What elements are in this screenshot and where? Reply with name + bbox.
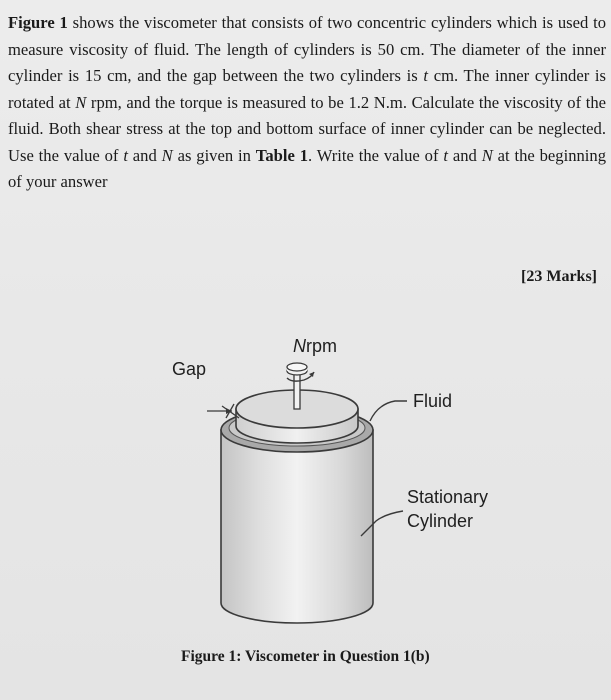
question-text: Figure 1 shows the viscometer that consists of two concentric cylinders which is used to measure viscosity of fluid. The length of cylinders is 50 cm. The diameter of the inner cylinder is 15 cm, and the gap between the two cylinders is t cm. The inner cylinder is rotated at N rpm, and the torque is measured to be 1.2 N.m. Calculate the viscosity of the fluid. Both shear stress at the top and bottom surface of inner cylinder can be neglected. Use the value of t and N as given in Table 1. Write the value of t and N at the beginning of your answer — [8, 13, 606, 191]
gap-label: Gap — [172, 359, 207, 379]
figure-caption: Figure 1: Viscometer in Question 1(b) — [181, 648, 430, 665]
cylinder-label: Cylinder — [407, 511, 474, 531]
rpm-label-unit: rpm — [306, 336, 337, 356]
stationary-label: Stationary — [407, 487, 489, 507]
fluid-pointer-line — [370, 401, 407, 421]
fluid-label: Fluid — [413, 391, 453, 411]
table-reference: Table 1 — [255, 145, 309, 165]
marks-label: [23 Marks] — [521, 268, 597, 285]
outer-cylinder-body — [221, 430, 373, 623]
figure-reference: Figure 1 — [8, 13, 68, 32]
rpm-label-n: N — [293, 336, 306, 356]
